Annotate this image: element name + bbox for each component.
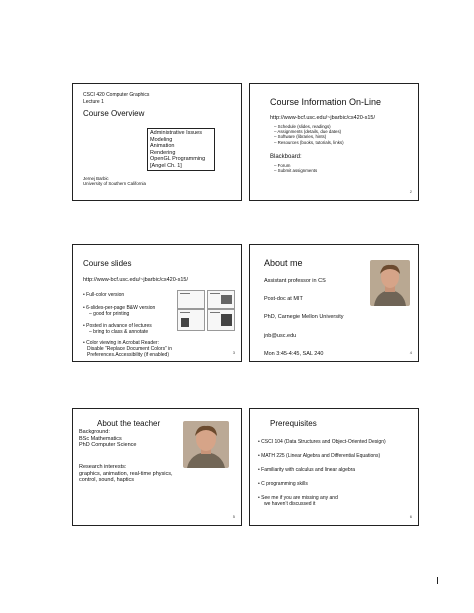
text-line: Research interests: [79,464,127,470]
course-url: http://www-bcf.usc.edu/~jbarbic/cs420-s15/ [83,277,189,283]
office-hours: Mon 3:45-4:45, SAL 240 [264,351,324,357]
info-line: Post-doc at MIT [264,296,303,302]
slide-course-info-online [249,83,419,201]
bullet-line: • Color viewing in Acrobat Reader: [83,340,159,346]
portrait-photo [370,260,410,306]
info-line: PhD, Carnegie Mellon University [264,314,344,320]
slide-title: About the teacher [97,419,161,428]
slide-title: Course Information On-Line [270,97,382,107]
bullet-subline: we haven’t discussed it [264,501,316,507]
bullet-item: • CSCI 104 (Data Structures and Object-Oriented Design) [258,439,386,445]
page-number: 2 [409,189,412,194]
lecture-label: Lecture 1 [83,99,104,105]
bullet-line: • Posted in advance of lectures [83,323,152,329]
bullet-subline: – bring to class & annotate [89,329,149,335]
page-number: 6 [409,514,412,519]
bullet-subline: – good for printing [89,311,130,317]
topic-item: Rendering [150,149,176,156]
bullet-item: • Familiarity with calculus and linear algebra [258,467,356,473]
topic-item: Administrative Issues [150,130,202,136]
author-affiliation: University of Southern California [83,181,146,186]
text-line: PhD Computer Science [79,442,137,448]
text-line: Background: [79,429,110,435]
list-item: – Submit assignments [274,168,318,174]
slide-title: About me [264,258,303,268]
slide-about-me [249,244,419,362]
blackboard-items [274,163,317,173]
bullet-item: • C programming skills [258,481,308,487]
slide-prerequisites [249,408,419,526]
url-items [274,124,344,145]
portrait-image [183,421,229,468]
author-name: Jernej Barbic [83,176,109,181]
background-block [79,429,136,449]
bullet-item [83,305,155,317]
slide-title: Prerequisites [270,419,317,428]
slide-thumbnail [207,290,235,309]
slide-course-slides [72,244,242,362]
slide-thumbnail [207,309,235,331]
blackboard-heading: Blackboard: [270,154,302,160]
list-item: – Resources (books, tutorials, links) [274,139,344,145]
bullet-subline: Preferences.Accessibility (if enabled) [87,352,169,358]
text-line: control, sound, haptics [79,477,135,483]
topic-item: Animation [150,143,175,149]
list-item: – Assignments (details, due dates) [274,129,342,135]
email-line: jnb@usc.edu [264,333,297,339]
portrait-image [370,260,410,306]
bullet-line: • See me if you are missing any and [258,495,338,501]
text-line: BSc Mathematics [79,435,122,442]
topic-item: Modeling [150,136,173,143]
bullet-item: • Full-color version [83,292,125,298]
portrait-photo [183,421,229,468]
course-url: http://www-bcf.usc.edu/~jbarbic/cs420-s15/ [270,115,376,121]
research-block [79,464,173,484]
slide-course-overview [72,83,242,201]
topics-box [147,128,215,171]
list-item: – Forum [274,163,291,168]
bullet-item [83,340,172,358]
slide-thumbnail [177,309,205,331]
slide-about-teacher [72,408,242,526]
page-number: 5 [232,514,235,519]
topic-item: OpenGL Programming [150,156,206,162]
bullet-item [83,323,152,335]
course-code: CSCI 420 Computer Graphics [83,92,150,98]
bullet-subline: Disable “Replace Document Colors” in [87,346,173,352]
info-line: Assistant professor in CS [264,278,326,284]
bullet-item [258,495,338,507]
slide-title: Course slides [83,259,132,268]
slide-thumbnail [177,290,205,309]
list-item: – Software (libraries, hints) [274,134,327,140]
bullet-item: • MATH 225 (Linear Algebra and Differential Equations) [258,453,381,459]
text-line: graphics, animation, real-time physics, [79,470,173,477]
page-marker [437,577,438,584]
page-number: 3 [232,350,235,355]
list-item: – Schedule (slides, readings) [274,124,331,129]
page-number: 4 [409,350,412,355]
topic-item: [Angel Ch. 1] [150,162,182,169]
slide-title: Course Overview [83,109,145,118]
bullet-line: • 6-slides-per-page B&W version [83,305,156,311]
